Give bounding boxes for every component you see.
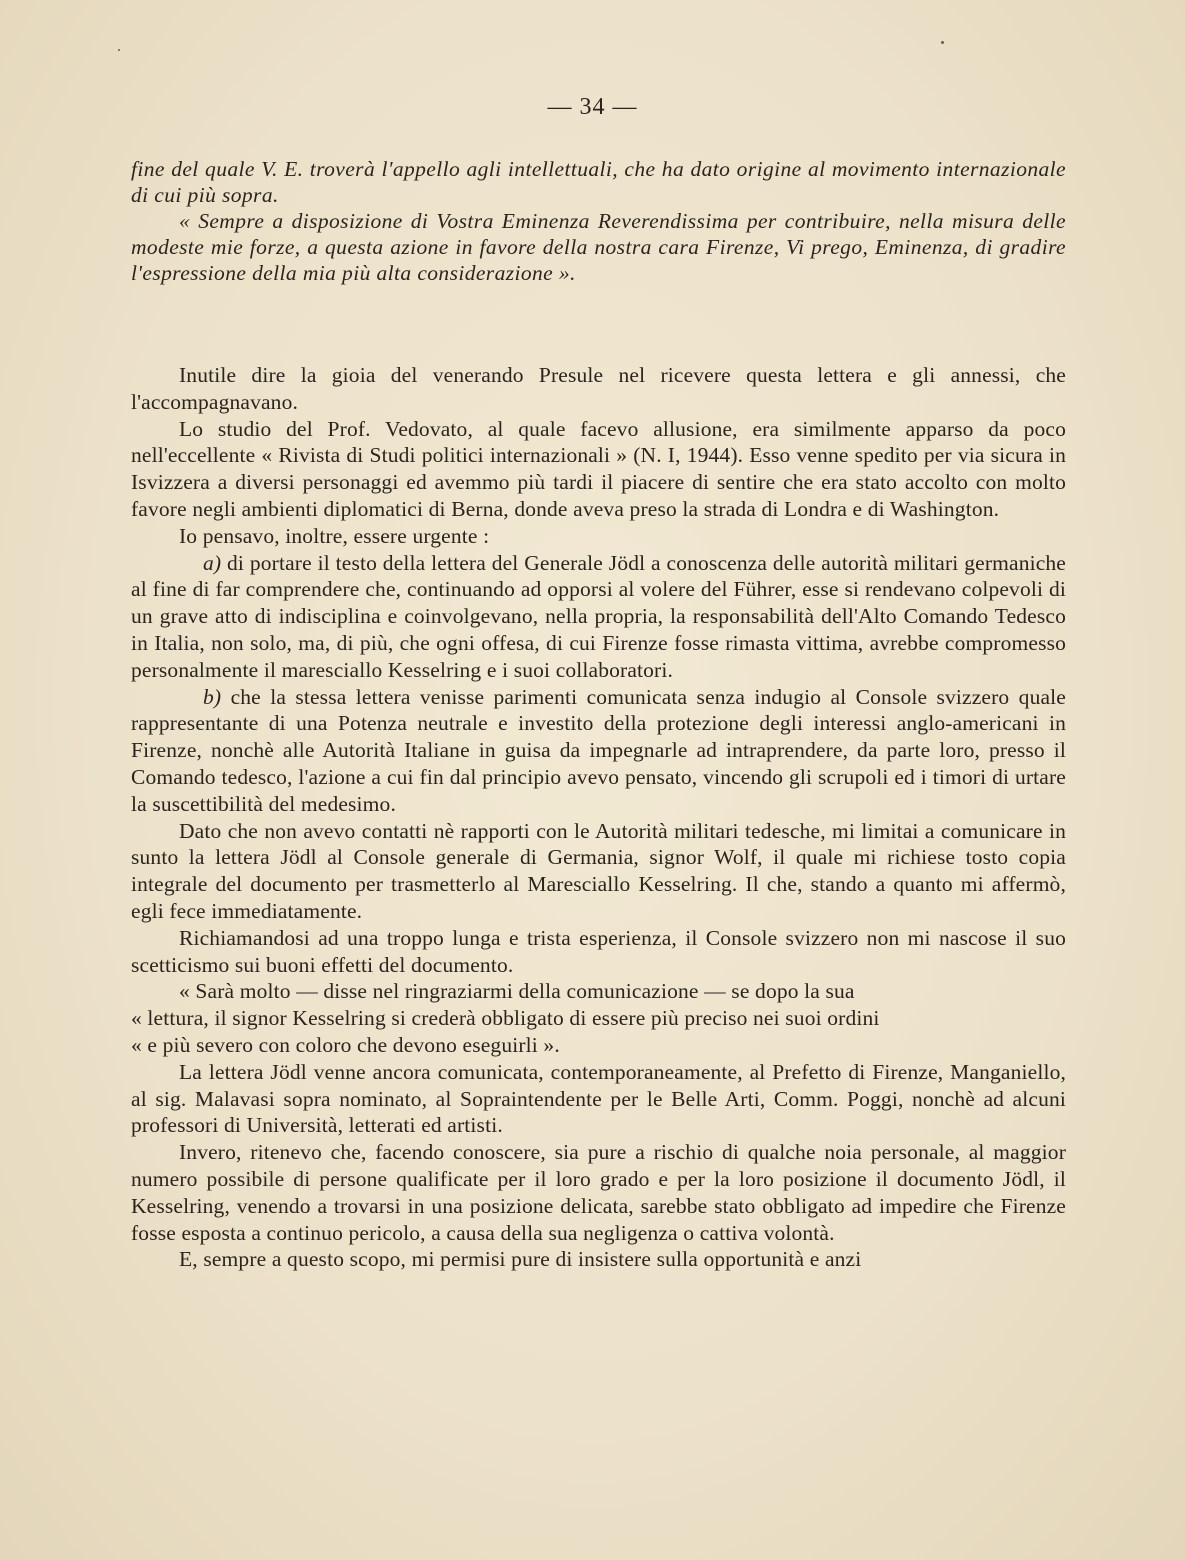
paragraph: Io pensavo, inoltre, essere urgente :: [179, 523, 490, 548]
quote-line: « e più severo con coloro che devono eseguirli ».: [131, 1032, 560, 1057]
paragraph: E, sempre a questo scopo, mi permisi pure di insistere sulla opportunità e anzi: [179, 1247, 862, 1272]
body-text: [131, 362, 1066, 1273]
paragraph: Dato che non avevo contatti nè rapporti con le Autorità militari tedesche, mi limitai a comunicare in sunto la lettera Jödl al Console generale di Germania, signor Wolf, il quale mi richiese tosto copia integrale del documento per trasmetterlo al Maresciallo Kesselring. Il che, stando a quanto mi affermò, egli fece immediatamente.: [131, 818, 1066, 923]
quote-paragraph: « Sempre a disposizione di Vostra Eminenza Reverendissima per contribuire, nella misura delle modeste mie forze, a questa azione in favore della nostra cara Firenze, Vi prego, Eminenza, di gradire l'espressione della mia più alta considerazione ».: [131, 209, 1066, 285]
list-item-b: [131, 684, 1066, 818]
paragraph: Inutile dire la gioia del venerando Presule nel ricevere questa lettera e gli annessi, che l'accompagnavano.: [131, 363, 1066, 414]
letter-quote-block: [131, 156, 1066, 286]
paragraph: Lo studio del Prof. Vedovato, al quale facevo allusione, era similmente apparso da poco nell'eccellente « Rivista di Studi politici internazionali » (N. I, 1944). Esso venne spedito per via sicura in Isvizzera a diversi personaggi ed avemmo più tardi il piacere di sentire che era stato accolto con molto favore negli ambienti diplomatici di Berna, donde aveva preso la strada di Londra e di Washington.: [131, 416, 1066, 521]
list-item-a: [131, 550, 1066, 684]
list-label: b): [203, 684, 222, 709]
paper-speck: [118, 49, 120, 51]
list-text: di portare il testo della lettera del Generale Jödl a conoscenza delle autorità militari germaniche al fine di far comprendere che, continuando ad opporsi al volere del Führer, esse si rendevano colpevoli di un grave atto di indisciplina e coinvolgevano, nella propria, la responsabilità dell'Alto Comando Tedesco in Italia, non solo, ma, di più, che ogni offesa, di cui Firenze fosse rimasta vittima, avrebbe compromesso personalmente il maresciallo Kesselring e i suoi collaboratori.: [131, 550, 1066, 682]
quote-line: « Sarà molto — disse nel ringraziarmi della comunicazione — se dopo la sua: [179, 979, 855, 1004]
paper-speck: [941, 41, 944, 44]
list-label: a): [203, 550, 222, 575]
quote-line: « lettura, il signor Kesselring si crederà obbligato di essere più preciso nei suoi ordini: [131, 1006, 880, 1031]
page-number: — 34 —: [547, 94, 638, 120]
list-text: che la stessa lettera venisse parimenti comunicata senza indugio al Console svizzero quale rappresentante di una Potenza neutrale e investito della protezione degli interessi anglo-americani in Firenze, nonchè alle Autorità Italiane in guisa da impegnarle ad intraprendere, da parte loro, presso il Comando tedesco, l'azione a cui fin dal principio avevo pensato, vincendo gli scrupoli ed i timori di urtare la suscettibilità del medesimo.: [131, 684, 1066, 816]
paragraph: La lettera Jödl venne ancora comunicata, contemporaneamente, al Prefetto di Firenze, Manganiello, al sig. Malavasi sopra nominato, al Sopraintendente per le Belle Arti, Comm. Poggi, nonchè ad alcuni professori di Università, letterati ed artisti.: [131, 1059, 1066, 1138]
paragraph: Invero, ritenevo che, facendo conoscere, sia pure a rischio di qualche noia personale, al maggior numero possibile di persone qualificate per il loro grado e per la loro posizione il documento Jödl, il Kesselring, venendo a trovarsi in una posizione delicata, sarebbe stato obbligato ad impedire che Firenze fosse esposta a continuo pericolo, a causa della sua negligenza o cattiva volontà.: [131, 1140, 1066, 1245]
quote-paragraph: fine del quale V. E. troverà l'appello agli intellettuali, che ha dato origine al movimento internazionale di cui più sopra.: [131, 157, 1066, 207]
paragraph: Richiamandosi ad una troppo lunga e trista esperienza, il Console svizzero non mi nascose il suo scetticismo sui buoni effetti del documento.: [131, 925, 1066, 977]
